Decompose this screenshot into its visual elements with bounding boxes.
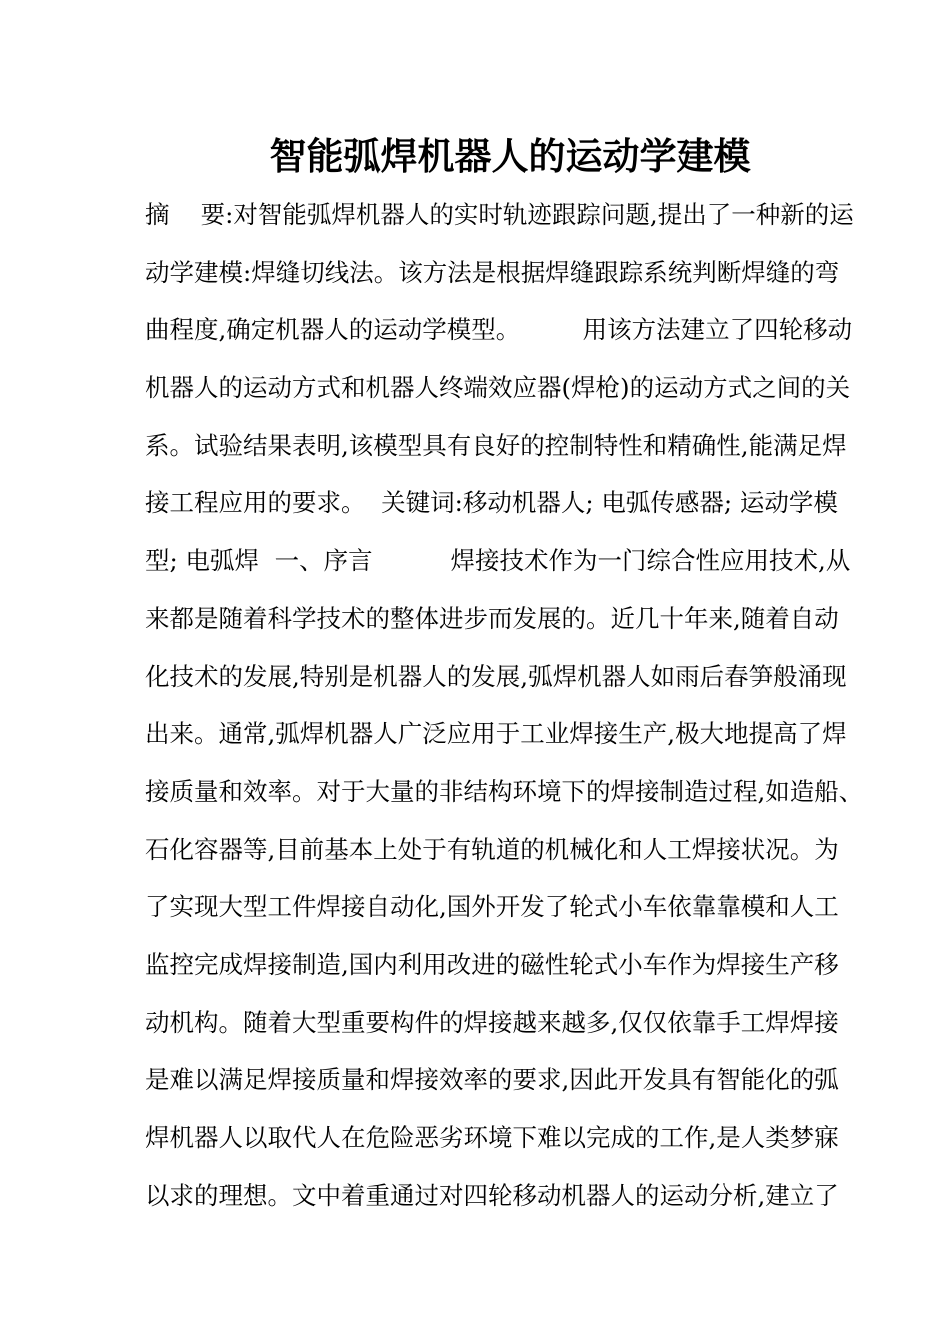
text-line: 出来。通常,弧焊机器人广泛应用于工业焊接生产,极大地提高了焊 [145, 719, 847, 749]
text-line: 曲程度,确定机器人的运动学模型。 用该方法建立了四轮移动 [145, 315, 853, 345]
document-body [145, 186, 935, 1224]
text-line: 焊机器人以取代人在危险恶劣环境下难以完成的工作,是人类梦寐 [145, 1123, 839, 1152]
text-line: 是难以满足焊接质量和焊接效率的要求,因此开发具有智能化的弧 [145, 1065, 839, 1095]
text-line: 接质量和效率。对于大量的非结构环境下的焊接制造过程,如造船、 [145, 776, 864, 806]
text-line: 来都是随着科学技术的整体进步而发展的。近几十年来,随着自动 [145, 603, 839, 633]
text-line: 动机构。随着大型重要构件的焊接越来越多,仅仅依靠手工焊焊接 [145, 1007, 839, 1037]
text-line: 机器人的运动方式和机器人终端效应器(焊枪)的运动方式之间的关 [145, 373, 851, 403]
text-line: 系。试验结果表明,该模型具有良好的控制特性和精确性,能满足焊 [145, 430, 847, 460]
text-line: 以求的理想。文中着重通过对四轮移动机器人的运动分析,建立了 [145, 1180, 839, 1210]
document-title: 智能弧焊机器人的运动学建模 [269, 134, 751, 178]
text-line: 摘 要:对智能弧焊机器人的实时轨迹跟踪问题,提出了一种新的运 [145, 200, 854, 229]
text-line: 石化容器等,目前基本上处于有轨道的机械化和人工焊接状况。为 [145, 834, 839, 864]
text-line: 化技术的发展,特别是机器人的发展,弧焊机器人如雨后春笋般涌现 [145, 661, 847, 691]
text-line: 了实现大型工件焊接自动化,国外开发了轮式小车依靠靠模和人工 [145, 892, 839, 922]
text-line: 监控完成焊接制造,国内利用改进的磁性轮式小车作为焊接生产移 [145, 949, 839, 979]
text-line: 动学建模:焊缝切线法。该方法是根据焊缝跟踪系统判断焊缝的弯 [145, 257, 840, 287]
text-line: 型; 电弧焊 一、序言 焊接技术作为一门综合性应用技术,从 [145, 546, 851, 576]
text-line: 接工程应用的要求。 关键词:移动机器人; 电弧传感器; 运动学模 [145, 488, 838, 518]
